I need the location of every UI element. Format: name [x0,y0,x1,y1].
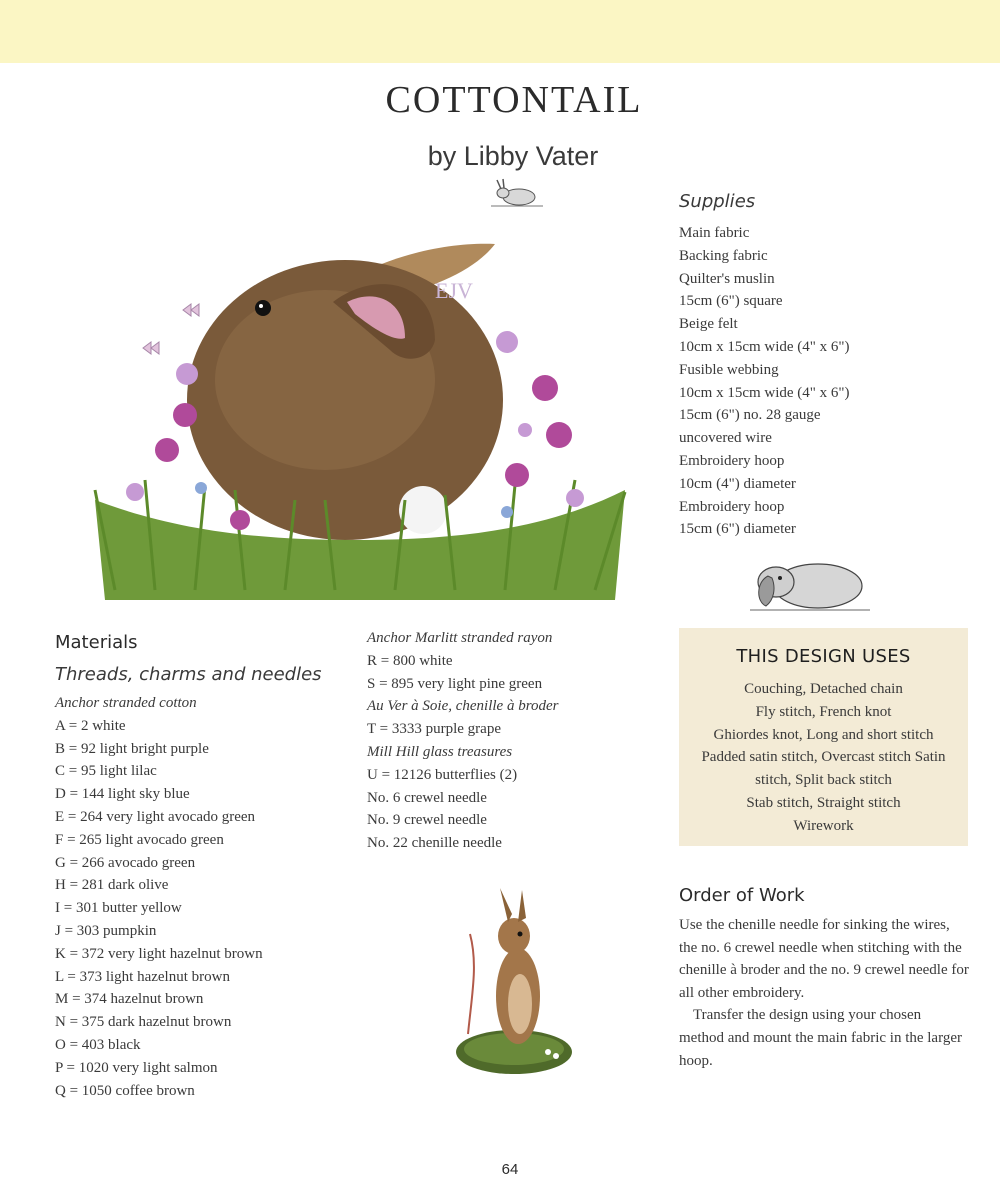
materials-heading: Materials [55,632,138,653]
list-item: B = 92 light bright purple [55,740,209,757]
order-paragraph: Transfer the design using your chosen method and mount the main fabric in the larger hoop. [679,1007,962,1069]
list-item: D = 144 light sky blue [55,786,190,803]
list-item: 15cm (6") square [679,293,783,310]
supplies-list [679,222,979,541]
materials-section [55,630,355,1102]
thread-brand-label: Anchor stranded cotton [55,695,197,711]
order-of-work-heading: Order of Work [679,885,805,906]
list-item: Ghiordes knot, Long and short stitch [713,726,934,743]
list-item: 10cm x 15cm wide (4" x 6") [679,384,850,401]
list-item: No. 6 crewel needle [367,789,487,806]
thread-brand-label: Au Ver à Soie, chenille à broder [367,698,559,715]
hare-illustration [448,884,578,1080]
list-item: No. 9 crewel needle [367,812,487,829]
list-item: Embroidery hoop [679,452,785,469]
order-paragraph: Use the chenille needle for sinking the wires, the no. 6 crewel needle when stitching with the chenille à broder and the no. 9 crewel needle for all other embroidery. [679,917,969,1001]
list-item: K = 372 very light hazelnut brown [55,945,263,962]
page-title: COTTONTAIL [385,79,643,121]
design-uses-heading: THIS DESIGN USES [736,646,911,667]
top-color-band [0,0,1000,63]
list-item: Wirework [793,817,854,834]
list-item: 10cm (4") diameter [679,475,796,492]
list-item: T = 3333 purple grape [367,721,501,738]
list-item: Main fabric [679,225,750,241]
list-item: N = 375 dark hazelnut brown [55,1014,232,1031]
thread-brand-label: Mill Hill glass treasures [367,743,513,760]
list-item: 15cm (6") diameter [679,521,796,538]
list-item: stitch, Split back stitch [755,772,892,789]
list-item: 10cm x 15cm wide (4" x 6") [679,338,850,355]
design-uses-box [679,628,968,846]
list-item: Backing fabric [679,247,768,264]
list-item: Stab stitch, Straight stitch [746,794,901,811]
list-item: Fly stitch, French knot [755,703,892,720]
list-item: Q = 1050 coffee brown [55,1082,195,1099]
list-item: Padded satin stitch, Overcast stitch Satin [701,749,946,766]
list-item: H = 281 dark olive [55,877,169,894]
list-item: C = 95 light lilac [55,763,157,780]
list-item: G = 266 avocado green [55,854,196,871]
supplies-heading: Supplies [679,191,756,212]
threads-list [55,692,355,1102]
list-item: S = 895 very light pine green [367,675,543,692]
list-item: F = 265 light avocado green [55,831,224,848]
materials-column-2 [367,627,627,855]
list-item: A = 2 white [55,717,126,734]
list-item: J = 303 pumpkin [55,922,157,939]
list-item: O = 403 black [55,1036,141,1053]
lop-rabbit-illustration [746,548,874,614]
monogram-text: EJV [435,278,473,303]
embroidered-rabbit-illustration [75,230,635,615]
list-item: P = 1020 very light salmon [55,1059,218,1076]
list-item: 15cm (6") no. 28 gauge [679,407,821,424]
author-byline: by Libby Vater [427,141,599,171]
order-of-work-section [679,882,969,1072]
threads-list-2 [367,627,627,855]
stitch-list [679,678,968,838]
list-item: Embroidery hoop [679,498,785,515]
list-item: E = 264 very light avocado green [55,808,256,825]
list-item: Couching, Detached chain [744,681,903,697]
list-item: I = 301 butter yellow [55,900,182,917]
list-item: Quilter's muslin [679,270,775,287]
materials-subheading: Threads, charms and needles [55,664,322,685]
list-item: Fusible webbing [679,361,779,378]
list-item: Beige felt [679,316,738,333]
list-item: L = 373 light hazelnut brown [55,968,230,985]
page-number: 64 [501,1161,519,1178]
thread-brand-label: Anchor Marlitt stranded rayon [367,630,553,646]
list-item: No. 22 chenille needle [367,835,502,852]
list-item: uncovered wire [679,430,772,447]
small-rabbit-icon [489,177,545,209]
supplies-section [679,188,979,541]
list-item: R = 800 white [367,652,453,669]
list-item: M = 374 hazelnut brown [55,991,204,1008]
list-item: U = 12126 butterflies (2) [367,766,518,783]
